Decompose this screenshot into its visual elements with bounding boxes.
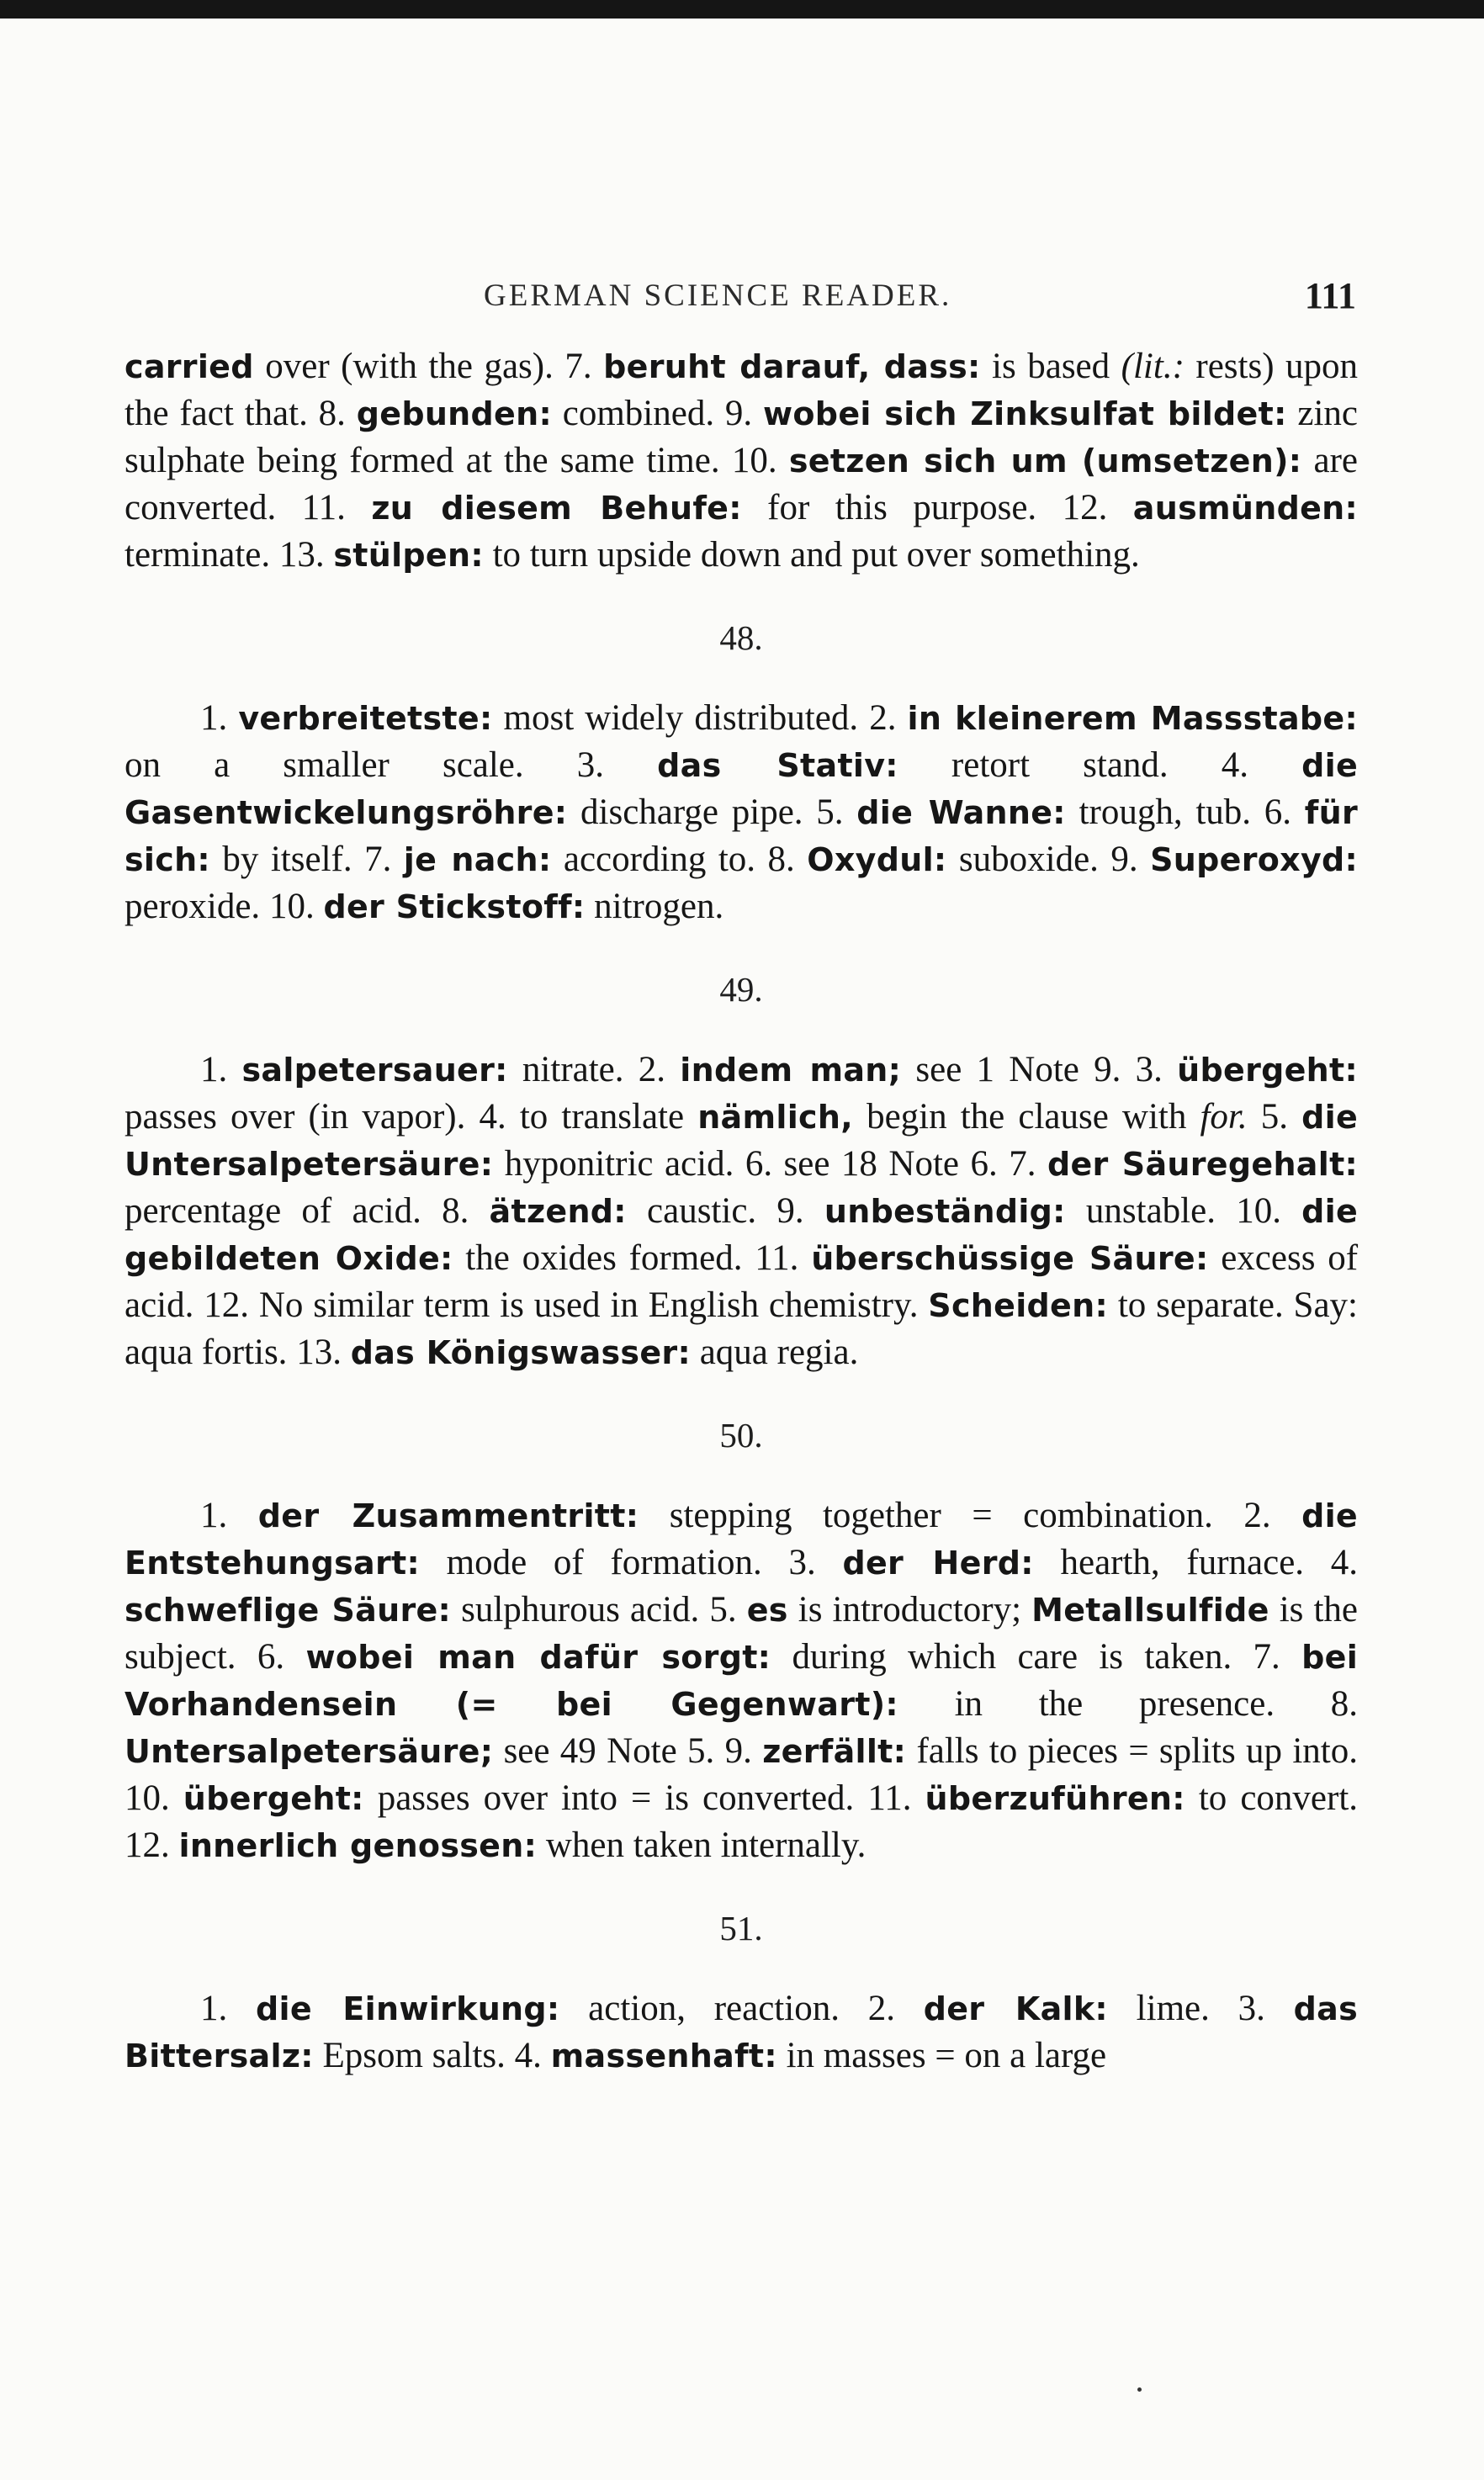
note-term: für sich: [125, 794, 1359, 878]
note-gloss: to separate. Say: aqua fortis. [125, 1285, 1359, 1372]
note-term: der Stickstoff: [323, 888, 586, 925]
note [364, 840, 755, 879]
note-gloss: to convert. [1185, 1778, 1359, 1818]
note [257, 1637, 1232, 1677]
note-term: die Wanne: [856, 794, 1066, 831]
note-number: 10. [1236, 1191, 1281, 1231]
note-number: 4. [514, 2036, 542, 2075]
note [788, 1543, 1304, 1582]
note-number: 10. [125, 1778, 170, 1818]
note-gloss: mode of formation. [419, 1543, 762, 1582]
note-gloss: trough, tub. [1065, 792, 1252, 832]
note-number: 5. [709, 1590, 737, 1629]
note-number: 1. [200, 1496, 228, 1535]
note-term: der Zusammentritt: [257, 1497, 639, 1534]
note-gloss: nitrate. [507, 1050, 624, 1089]
note-number: 5. [1260, 1097, 1289, 1137]
section-number: 50. [719, 1416, 763, 1455]
note-gloss: zinc sulphate being formed at the same time. [125, 394, 1359, 480]
note-term: beruht darauf, dass: [603, 348, 981, 385]
note-term: das Bittersalz: [125, 1990, 1358, 2075]
note-gloss: for this purpose. [741, 488, 1037, 527]
note-gloss: percentage of acid. [125, 1191, 421, 1231]
note-term: der Kalk: [923, 1990, 1108, 2027]
note-term: innerlich genossen: [178, 1827, 538, 1864]
note-gloss: stepping together = combination. [639, 1496, 1213, 1535]
note-gloss: in the presence. [898, 1684, 1275, 1724]
note-gloss: Epsom salts. [313, 2036, 506, 2075]
note-number: 6. [745, 1144, 773, 1184]
note-number: 8. [442, 1191, 469, 1231]
note-number: 4. [1221, 745, 1249, 785]
note-term: zerfällt: [762, 1733, 907, 1770]
note-number: 3. [1135, 1050, 1163, 1089]
note-gloss: according to. [551, 840, 756, 879]
note-term: setzen sich um (umsetzen): [788, 442, 1302, 480]
note-gloss: unstable. [1065, 1191, 1216, 1231]
note-number: 7. [1253, 1637, 1280, 1677]
note [868, 1989, 1210, 2028]
note-number: 12. [204, 1285, 249, 1325]
note-term: stülpen: [333, 537, 484, 574]
note-number: 13. [278, 535, 325, 575]
notes-paragraph [125, 343, 1358, 579]
note [125, 1826, 866, 1865]
note [479, 1097, 1247, 1137]
note-number: 3. [1238, 1989, 1265, 2028]
note-gloss: begin the clause with [852, 1097, 1200, 1137]
note-term: der Säuregehalt: [1047, 1146, 1359, 1183]
note-gloss: action, reaction. [559, 1989, 840, 2028]
notes-paragraph [125, 1985, 1358, 2080]
note-gloss: passes over into = is converted. [363, 1778, 855, 1818]
note-term: die gebildeten Oxide: [125, 1193, 1359, 1277]
note [816, 792, 1251, 832]
note-number: 13. [296, 1333, 342, 1372]
notes-paragraph [125, 695, 1358, 930]
note-term: schweflige Säure: [125, 1592, 452, 1629]
note-gloss: to translate [519, 1097, 698, 1137]
note-number: 11. [301, 488, 346, 527]
note-term: Metallsulfide [1031, 1592, 1269, 1629]
note-gloss: see 18 Note 6. [783, 1144, 998, 1184]
page-header [126, 274, 1356, 325]
note-term: salpetersauer: [241, 1052, 508, 1089]
note-term: überzuführen: [925, 1780, 1185, 1817]
note-gloss: see 49 Note 5. [493, 1731, 715, 1771]
note-term: Untersalpetersäure; [125, 1733, 494, 1770]
note-gloss: combined. [551, 394, 715, 433]
note-number: 9. [776, 1191, 804, 1231]
note-number: 12. [125, 1826, 170, 1865]
note-number: 3. [576, 745, 605, 785]
running-title: GERMAN SCIENCE READER. [484, 278, 952, 313]
note-gloss: by itself. [209, 840, 352, 879]
note-number: 7. [364, 840, 392, 879]
note-number: 2. [638, 1050, 666, 1089]
note-term: die Einwirkung: [256, 1990, 560, 2027]
note [442, 1191, 756, 1231]
note-term: es [746, 1592, 788, 1629]
note-number: 10. [268, 887, 315, 926]
note-number: 10. [731, 441, 777, 480]
note-number: 12. [1062, 488, 1108, 527]
note-gloss: nitrogen. [585, 887, 724, 926]
note-number: 7. [1009, 1144, 1036, 1184]
note-gloss: is the subject. [125, 1590, 1359, 1677]
note-gloss: hyponitric acid. [493, 1144, 734, 1184]
note-number: 8. [318, 394, 346, 433]
note-gloss: when taken internally. [537, 1826, 867, 1865]
note-gloss: are converted. [125, 441, 1359, 527]
note-gloss: during which care is taken. [771, 1637, 1232, 1677]
note-gloss: peroxide. [125, 887, 261, 926]
note [302, 488, 1036, 527]
note-gloss: discharge pipe. [567, 792, 803, 832]
note-term: zu diesem Behufe: [371, 490, 742, 527]
note-term: die Entstehungsart: [125, 1497, 1359, 1582]
note [279, 535, 1140, 575]
note-number: 5. [816, 792, 844, 832]
top-edge-shadow [0, 0, 1484, 19]
note-term: ausmünden: [1132, 490, 1359, 527]
notes-paragraph [125, 1047, 1358, 1376]
note-term: wobei sich Zinksulfat bildet: [763, 395, 1287, 432]
note-number: 3. [788, 1543, 816, 1582]
note-gloss: No similar term is used in English chemistry. [258, 1285, 929, 1325]
note-number: 1. [200, 1050, 228, 1089]
note [515, 2036, 1106, 2075]
note [200, 1496, 1213, 1535]
note-number: 1. [200, 1989, 228, 2028]
note-term: ätzend: [489, 1193, 627, 1230]
note [296, 1333, 858, 1372]
note [319, 394, 714, 433]
note-number: 9. [724, 1731, 752, 1771]
note [745, 1144, 998, 1184]
paper-speck [1137, 2387, 1142, 2392]
note-number: 2. [867, 1989, 895, 2028]
note-number: 11. [755, 1238, 799, 1278]
note-number: 8. [767, 840, 795, 879]
note-gloss: see 1 Note 9. [901, 1050, 1121, 1089]
note [200, 1989, 840, 2028]
note-gloss: passes over (in vapor). [125, 1097, 466, 1137]
note-gloss: most widely distributed. [492, 698, 859, 738]
note-gloss: in masses = on a large [776, 2036, 1107, 2075]
notes-body [125, 343, 1358, 2080]
note-italic: for. [1200, 1097, 1248, 1137]
note-number: 1. [200, 698, 228, 738]
note-term: der Herd: [842, 1545, 1034, 1582]
note-number: 6. [1264, 792, 1292, 832]
note-term: nämlich, [697, 1099, 853, 1136]
note-number: 2. [1243, 1496, 1271, 1535]
note-gloss: the oxides formed. [453, 1238, 743, 1278]
note-gloss: aqua regia. [690, 1333, 859, 1372]
note-term: Scheiden: [928, 1287, 1108, 1324]
note-number: 4. [1330, 1543, 1359, 1582]
note-gloss: terminate. [125, 535, 271, 575]
note-number: 6. [257, 1637, 285, 1677]
note-term: gebunden: [356, 395, 552, 432]
note-term: in kleinerem Massstabe: [907, 700, 1359, 737]
page-number: 111 [1304, 275, 1356, 316]
note-term: unbeständig: [824, 1193, 1066, 1230]
note-term: Oxydul: [807, 841, 947, 878]
note-gloss: lime. [1107, 1989, 1210, 2028]
note-term: je nach: [403, 841, 552, 878]
note-gloss: sulphurous acid. [451, 1590, 700, 1629]
note [125, 347, 554, 386]
note-term: bei Vorhandensein (= bei Gegenwart): [125, 1639, 1359, 1723]
note-number: 2. [869, 698, 897, 738]
note-gloss: falls to pieces = splits up into. [906, 1731, 1359, 1771]
note-term: indem man; [680, 1052, 902, 1089]
section-number: 49. [719, 970, 763, 1009]
note-number: 7. [564, 347, 592, 386]
note [639, 1050, 1121, 1089]
note [200, 698, 858, 738]
note-term: übergeht: [183, 1780, 364, 1817]
note-gloss: is introductory; [787, 1590, 1032, 1629]
note [125, 1778, 854, 1818]
note-term: Superoxyd: [1150, 841, 1359, 878]
note-number: 9. [1110, 840, 1138, 879]
note-number: 9. [724, 394, 753, 433]
note-term: die Untersalpetersäure: [125, 1099, 1359, 1183]
note [768, 840, 1099, 879]
note-number: 4. [479, 1097, 506, 1137]
section-number: 48. [719, 618, 763, 657]
note-gloss: caustic. [626, 1191, 757, 1231]
note-gloss: over (with the gas). [253, 347, 554, 386]
note-term: carried [125, 348, 254, 385]
note-gloss: on a smaller scale. [125, 745, 524, 785]
note-gloss: to turn upside down and put over something. [483, 535, 1140, 575]
note [577, 745, 1169, 785]
note-term: massenhaft: [550, 2038, 777, 2075]
note-gloss: is based [980, 347, 1121, 386]
note-italic: (lit.: [1121, 347, 1185, 386]
note-gloss: excess of acid. [125, 1238, 1359, 1325]
note-number: 11. [867, 1778, 912, 1818]
note-term: wobei man dafür sorgt: [305, 1639, 771, 1676]
note [725, 1731, 1358, 1771]
note-gloss: rests) upon the fact that. [125, 347, 1359, 433]
note [200, 1050, 624, 1089]
note-gloss: suboxide. [946, 840, 1099, 879]
note-number: 8. [1330, 1684, 1359, 1724]
note-gloss: retort stand. [898, 745, 1169, 785]
notes-paragraph [125, 1492, 1358, 1869]
note-term: überschüssige Säure: [811, 1240, 1209, 1277]
note-gloss: hearth, furnace. [1033, 1543, 1305, 1582]
note [269, 887, 723, 926]
note-term: das Stativ: [657, 747, 898, 784]
note [776, 1191, 1216, 1231]
note-term: die Gasentwickelungsröhre: [125, 747, 1359, 831]
note-term: das Königswasser: [350, 1334, 691, 1371]
section-number: 51. [719, 1909, 763, 1947]
note-term: verbreitetste: [238, 700, 493, 737]
note [867, 1778, 1358, 1818]
note-term: übergeht: [1177, 1052, 1358, 1089]
